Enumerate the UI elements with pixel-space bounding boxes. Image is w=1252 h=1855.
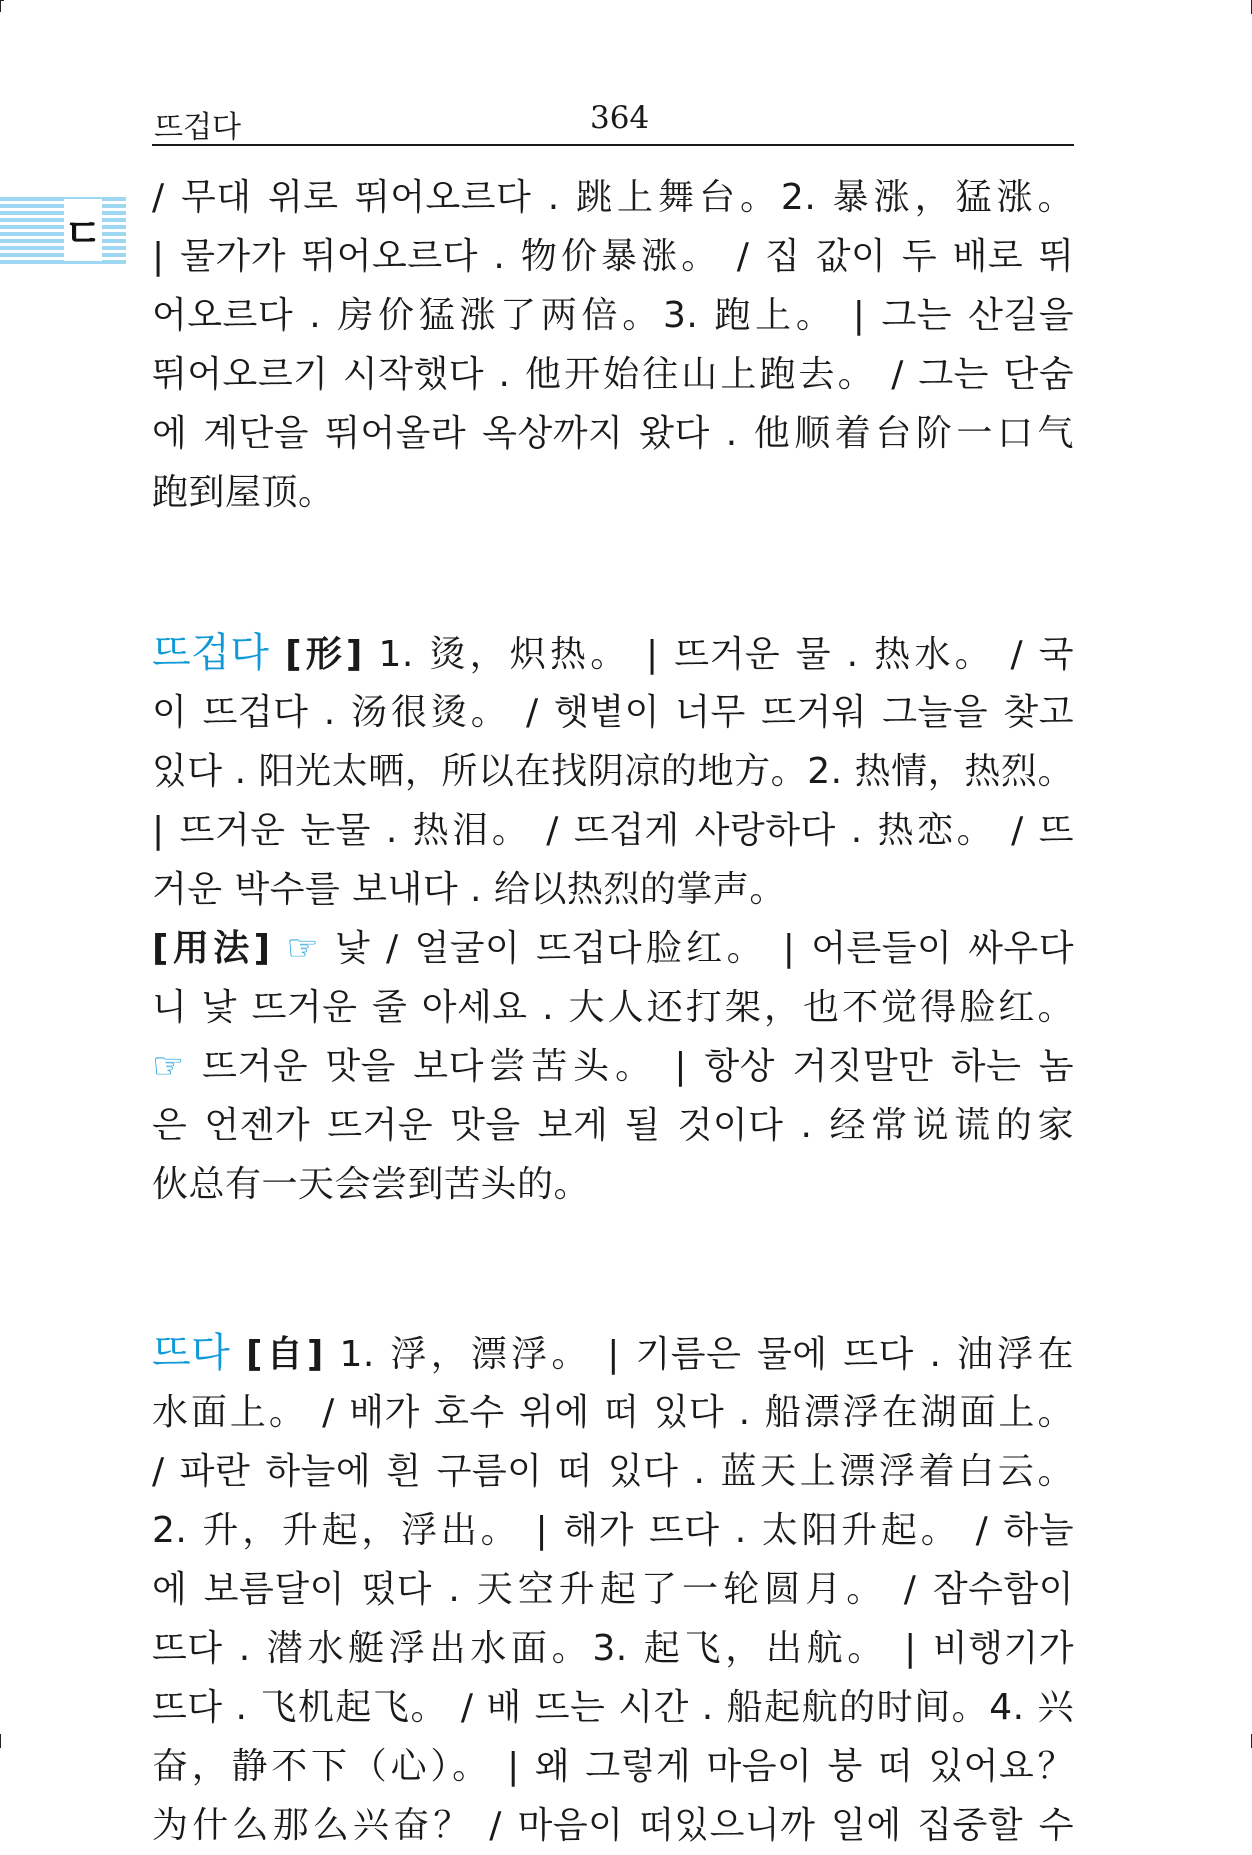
text-line: 어오르다 . 房价猛涨了两倍。3. 跑上。 | 그는 산길을 [152, 295, 1074, 336]
continued-entry [152, 168, 1074, 522]
thumb-tab-letter: ㄷ [64, 199, 102, 261]
entry-first-line [152, 624, 1074, 683]
entry-headword: 뜨다 [152, 1330, 231, 1376]
part-of-speech: [自] [245, 1334, 324, 1375]
part-of-speech: [形] [285, 634, 363, 675]
text-line: 뜨다 . 飞机起飞。 / 배 뜨는 시간 . 船起航的时间。4. 兴 [152, 1687, 1074, 1728]
text-line: / 파란 하늘에 흰 구름이 떠 있다 . 蓝天上漂浮着白云。 [152, 1451, 1074, 1492]
text-line: 伙总有一天会尝到苦头的。 [152, 1164, 591, 1205]
pointing-hand-icon: ☞ [286, 928, 320, 969]
text-line: | 물가가 뛰어오르다 . 物价暴涨。 / 집 값이 두 배로 뛰 [152, 236, 1074, 277]
definition-text: 1. 烫，炽热。 | 뜨거운 물 . 热水。 / 국 [362, 634, 1074, 675]
dictionary-entry [152, 1324, 1074, 1855]
crop-mark [0, 1734, 1, 1748]
entry-headword: 뜨겁다 [152, 630, 270, 676]
text-line: 니 낯 뜨거운 줄 아세요 . 大人还打架，也不觉得脸红。 [152, 987, 1074, 1028]
dictionary-entry [152, 624, 1074, 1214]
page-body [152, 168, 1074, 1855]
text-line: 2. 升，升起，浮出。 | 해가 뜨다 . 太阳升起。 / 하늘 [152, 1510, 1074, 1551]
usage-first-line [152, 919, 1074, 978]
page-header [152, 100, 1074, 146]
text-line: 이 뜨겁다 . 汤很烫。 / 햇볕이 너무 뜨거워 그늘을 찾고 [152, 692, 1074, 733]
entry-spacer [152, 1214, 1074, 1324]
text-line: 奋，静不下（心）。 | 왜 그렇게 마음이 붕 떠 있어요？ [152, 1746, 1074, 1787]
text-line: 뜨다 . 潜水艇浮出水面。3. 起飞，出航。 | 비행기가 [152, 1628, 1074, 1669]
running-head: 뜨겁다 [154, 110, 241, 145]
page-number: 364 [590, 100, 650, 136]
text-line: 거운 박수를 보내다 . 给以热烈的掌声。 [152, 869, 786, 910]
text-line: 에 보름달이 떴다 . 天空升起了一轮圆月。 / 잠수함이 [152, 1569, 1074, 1610]
crop-mark [0, 0, 1, 12]
usage-line [152, 1037, 1074, 1096]
text-line: 은 언젠가 뜨거운 맛을 보게 될 것이다 . 经常说谎的家 [152, 1105, 1074, 1146]
entry-spacer [152, 522, 1074, 624]
text-line: 있다 . 阳光太晒，所以在找阴凉的地方。2. 热情，热烈。 [152, 751, 1074, 792]
pointing-hand-icon: ☞ [152, 1046, 185, 1087]
text-line: 跑到屋顶。 [152, 472, 335, 513]
usage-text: 낯 / 얼굴이 뜨겁다脸红。 | 어른들이 싸우다 [319, 928, 1074, 969]
text-line: 为什么那么兴奋？ / 마음이 떠있으니까 일에 집중할 수 [152, 1805, 1074, 1846]
usage-text: 뜨거운 맛을 보다尝苦头。 | 항상 거짓말만 하는 놈 [184, 1046, 1074, 1087]
text-line: / 무대 위로 뛰어오르다 . 跳上舞台。2. 暴涨，猛涨。 [152, 177, 1074, 218]
text-line: 水面上。 / 배가 호수 위에 떠 있다 . 船漂浮在湖面上。 [152, 1392, 1074, 1433]
thumb-tab [0, 197, 126, 267]
usage-label: [用法] [152, 928, 271, 969]
text-line: | 뜨거운 눈물 . 热泪。 / 뜨겁게 사랑하다 . 热恋。 / 뜨 [152, 810, 1074, 851]
definition-text: 1. 浮，漂浮。 | 기름은 물에 뜨다 . 油浮在 [323, 1334, 1074, 1375]
text-line: 뛰어오르기 시작했다 . 他开始往山上跑去。 / 그는 단숨 [152, 354, 1074, 395]
entry-first-line [152, 1324, 1074, 1383]
text-line: 에 계단을 뛰어올라 옥상까지 왔다 . 他顺着台阶一口气 [152, 413, 1074, 454]
